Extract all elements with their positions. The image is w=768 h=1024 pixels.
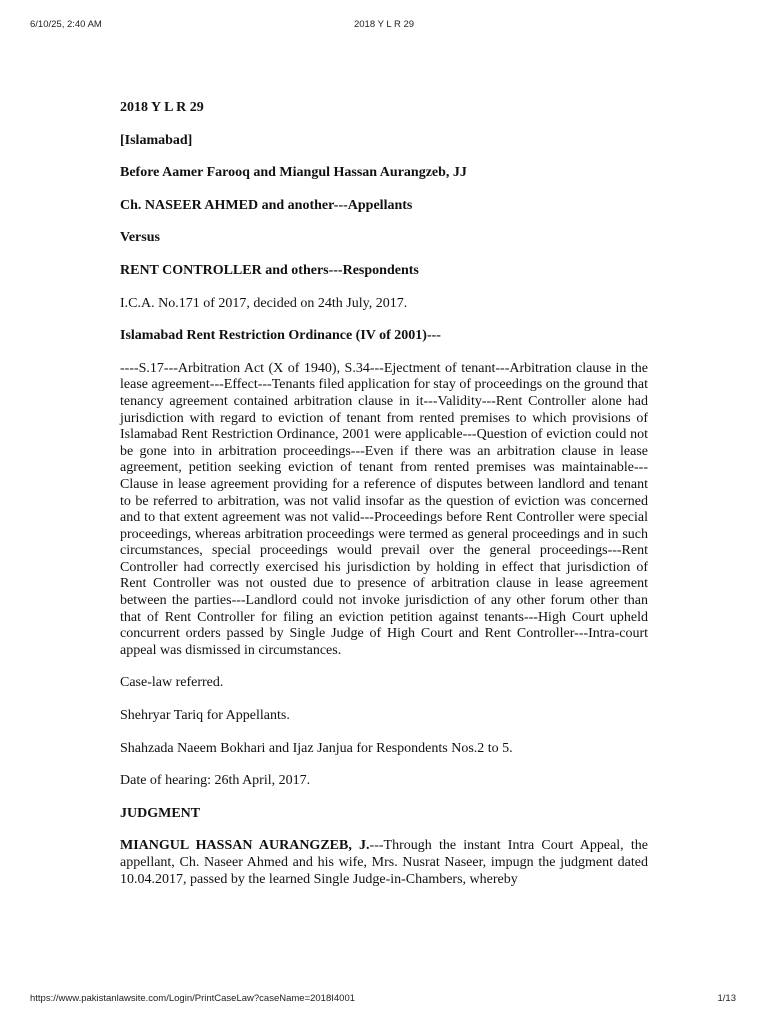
counsel-respondents: Shahzada Naeem Bokhari and Ijaz Janjua for Respondents Nos.2 to 5. — [120, 740, 513, 756]
appellants: Ch. NASEER AHMED and another---Appellants — [120, 197, 413, 213]
judgment-author: MIANGUL HASSAN AURANGZEB, J. — [120, 838, 370, 854]
print-header — [0, 19, 768, 33]
judgment-heading: JUDGMENT — [120, 805, 201, 821]
versus: Versus — [120, 230, 160, 246]
page-number: 1/13 — [717, 993, 736, 1004]
print-datetime: 6/10/25, 2:40 AM — [30, 19, 102, 30]
citation: 2018 Y L R 29 — [120, 100, 204, 115]
bench: Before Aamer Farooq and Miangul Hassan Aurangzeb, JJ — [120, 165, 467, 181]
headnote: ----S.17---Arbitration Act (X of 1940), S.34---Ejectment of tenant---Arbitration clause in the lease agreement---Effect---Tenants filed application for stay of proceedings on the ground that tenancy agreement contained arbitration clause in it---Validity---Rent Controller alone had jurisdiction with regard to eviction of tenant from rented premises to which provisions of Islamabad Rent Restriction Ordinance, 2001 were applicable---Question of eviction could not be gone into in arbitration proceedings---Even if there was an arbitration clause in lease agreement, petition seeking eviction of tenant from rented premises was maintainable---Clause in lease agreement providing for a reference of disputes between landlord and tenant to be referred to arbitration, was not valid insofar as the question of eviction was concerned and to that extent agreement was not valid---Proceedings before Rent Controller were special proceedings, whereas arbitration proceedings were termed as general proceedings and in such circumstances, special proceedings would prevail over the general proceedings---Rent Controller had correctly exercised his jurisdiction by holding in effect that jurisdiction of Rent Controller was not ousted due to presence of arbitration clause in lease agreement between the parties---Landlord could not invoke jurisdiction of any other forum other than that of Rent Controller for filing an eviction petition against tenants---High Court upheld concurrent orders passed by Single Judge of High Court and Rent Controller---Intra-court appeal was dismissed in circumstances. — [120, 360, 648, 658]
judgment-paragraph — [120, 838, 648, 888]
case-law-note: Case-law referred. — [120, 675, 224, 691]
print-footer — [0, 993, 768, 1007]
court: [Islamabad] — [120, 132, 193, 148]
print-title: 2018 Y L R 29 — [353, 19, 415, 30]
document-body — [120, 100, 648, 904]
respondents: RENT CONTROLLER and others---Respondents — [120, 262, 419, 278]
statute: Islamabad Rent Restriction Ordinance (IV of 2001)--- — [120, 328, 441, 344]
judgment-text: ---Through the instant Intra Court Appeal, the appellant, Ch. Naseer Ahmed and his wife, Mrs. Nusrat Naseer, impugn the judgment dated 10.04.2017, passed by the learned Single Judge-in-Chambers, whereby — [120, 838, 648, 887]
print-url: https://www.pakistanlawsite.com/Login/PrintCaseLaw?caseName=2018I4001 — [30, 993, 356, 1004]
hearing-date: Date of hearing: 26th April, 2017. — [120, 773, 311, 789]
case-number: I.C.A. No.171 of 2017, decided on 24th July, 2017. — [120, 295, 408, 311]
counsel-appellants: Shehryar Tariq for Appellants. — [120, 708, 290, 724]
